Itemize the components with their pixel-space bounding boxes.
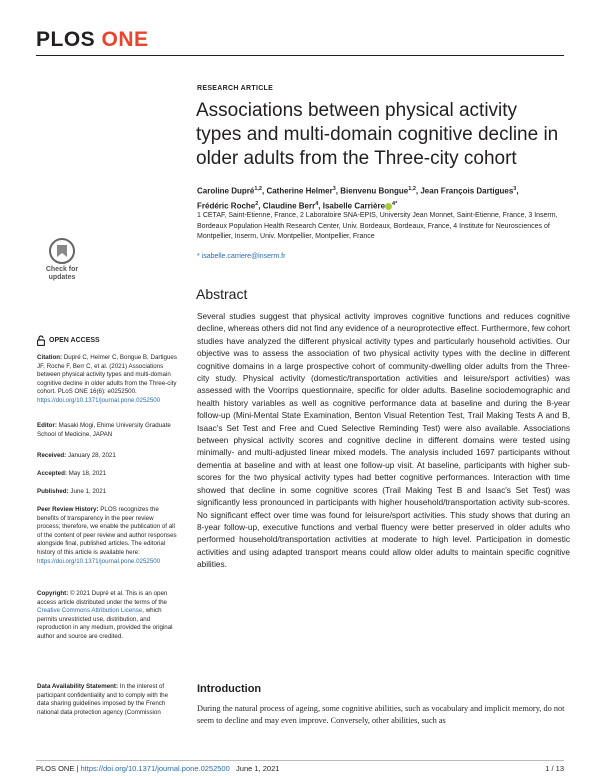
badge-line2: updates bbox=[48, 274, 76, 281]
author-affil: 4 bbox=[315, 200, 319, 207]
received-block bbox=[37, 452, 177, 461]
author-name[interactable]: Bienvenu Bongue bbox=[340, 186, 409, 196]
citation-block bbox=[37, 354, 177, 406]
editor-label: Editor: bbox=[37, 422, 57, 429]
author-name[interactable]: Frédéric Roche bbox=[197, 201, 256, 211]
accepted-date: May 18, 2021 bbox=[68, 470, 107, 477]
copyright-text: © 2021 Dupré et al. This is an open access article distributed under the terms of the bbox=[37, 590, 168, 606]
peer-review-label: Peer Review History: bbox=[37, 506, 99, 513]
received-label: Received: bbox=[37, 452, 67, 459]
article-title: Associations between physical activity types and multi-domain cognitive decline in older adults from the Three-city cohort bbox=[196, 100, 559, 169]
published-block bbox=[37, 488, 177, 497]
page-number: 1 / 13 bbox=[545, 764, 564, 773]
published-date: June 1, 2021 bbox=[70, 488, 107, 495]
footer-date: June 1, 2021 bbox=[236, 764, 280, 773]
author-name[interactable]: Caroline Dupré bbox=[197, 186, 255, 196]
intro-text: During the natural process of ageing, some cognitive abilities, such as vocabulary and implicit memory, do not seem to decline and may even improve. Conversely, other abilities, such as bbox=[197, 704, 565, 726]
affiliations: 1 CETAF, Saint-Etienne, France, 2 Laboratoire SNA-EPIS, University Jean Monnet, Saint-Etienne, France, 3 Inserm, Bordeaux Population Health Research Center, Univ. Bordeaux, Bordeaux, France, 4 Institute for Neurosciences of Montpellier, Inserm, Univ. Montpellier, Montpellier, France bbox=[197, 212, 558, 240]
copyright-rest: , which permits unrestricted use, distribution, and reproduction in any medium, provided the original author and source are credited. bbox=[37, 607, 173, 640]
citation-doi-link[interactable]: https://doi.org/10.1371/journal.pone.0252500 bbox=[37, 396, 161, 404]
logo-one: ONE bbox=[101, 28, 149, 51]
author-affil: 3 bbox=[513, 186, 517, 192]
author-name[interactable]: Jean François Dartigues bbox=[420, 186, 514, 196]
peer-review-text: PLOS recognizes the benefits of transparency in the peer review process; therefore, we enable the publication of all of the content of peer review and author responses alongside final, published articles. The editorial history of this article is available here: bbox=[37, 506, 177, 556]
journal-logo bbox=[36, 28, 149, 52]
published-label: Published: bbox=[37, 488, 69, 495]
footer-separator: | bbox=[74, 764, 81, 773]
data-availability-label: Data Availability Statement: bbox=[37, 683, 119, 690]
accepted-label: Accepted: bbox=[37, 470, 67, 477]
author-affil: 4* bbox=[392, 200, 398, 207]
abstract-text: Several studies suggest that physical activity improves cognitive functions and reduces cognitive decline, whereas others did not find any evidence of a neuroprotective effect. Furthermore, few cohort studies have analyzed the different physical activity types and particularly household activities. Our objective was to assess the association of two physical activity types with the decline in different cognitive domains in a large prospective cohort of community-dwelling older adults from the Three-city study. Physical activity (domestic/transportation activities and leisure/sport activities) was assessed with the Voorrips questionnaire, specific for older adults. Baseline sociodemographic and health history variables as well as cognitive performance data at baseline and during the 8-year follow-up (Mini-Mental State Examination, Benton Visual Retention Test, Trail Making Tests A and B, Isaac's Set Test and Free and Cued Selective Reminding Test) were also available. Associations between physical activity scores and cognitive decline in different domains were tested using minimally- and multi-adjusted linear mixed models. The analysis included 1697 participants without dementia at baseline and with at least one follow-up visit. At baseline, participants with higher sub-scores for the two physical activity types had better cognitive performances. Interaction with time showed that decline in some cognitive scores (Trail Making Test B and Isaac's Set Test) was significantly less pronounced in participants with higher household/transportation activity sub-scores. No significant effect over time was found for leisure/sport activities. This study shows that during an 8-year follow-up, executive functions and verbal fluency were better preserved in older adults who performed household/transportation activities at moderate to high level. Participation in domestic activities and using adapted transport means could allow older adults to maintain specific cognitive abilities. bbox=[197, 311, 570, 570]
peer-review-block bbox=[37, 506, 177, 566]
open-access-label bbox=[37, 335, 100, 346]
logo-plos: PLOS bbox=[36, 28, 96, 51]
check-for-updates-badge[interactable] bbox=[37, 236, 87, 294]
copyright-label: Copyright: bbox=[37, 590, 69, 597]
author-name[interactable]: Isabelle Carrière bbox=[322, 201, 386, 211]
received-date: January 28, 2021 bbox=[67, 452, 116, 459]
corresponding-email[interactable]: * isabelle.carriere@inserm.fr bbox=[197, 253, 286, 260]
citation-label: Citation: bbox=[37, 354, 63, 361]
abstract-heading: Abstract bbox=[196, 286, 248, 302]
author-name[interactable]: Claudine Berr bbox=[262, 201, 316, 211]
accepted-block bbox=[37, 470, 177, 479]
header-divider bbox=[36, 55, 564, 56]
editor-text: Masaki Mogi, Ehime University Graduate School of Medicine, JAPAN bbox=[37, 422, 171, 438]
intro-heading: Introduction bbox=[197, 683, 262, 695]
peer-review-link[interactable]: https://doi.org/10.1371/journal.pone.0252500 bbox=[37, 557, 161, 565]
footer-doi-link[interactable]: https://doi.org/10.1371/journal.pone.0252500 bbox=[80, 764, 230, 773]
author-affil: 1,2 bbox=[408, 186, 416, 192]
author-affil: 3 bbox=[332, 186, 336, 192]
author-list: Caroline Dupré$^{1,2}$, Catherine Helmer$^3$, Bienvenu Bongue$^{1,2}$, Jean François Dartigues$^3$, Frédéric Roche$^2$, Claudine Berr$^4$, Isabelle Carrière $^{4*}$ bbox=[197, 186, 519, 211]
orcid-icon[interactable] bbox=[385, 203, 392, 210]
author-affil: 1,2 bbox=[254, 186, 262, 192]
author-name[interactable]: Catherine Helmer bbox=[266, 186, 333, 196]
open-access-text: OPEN ACCESS bbox=[49, 337, 100, 344]
citation-text: Dupré C, Helmer C, Bongue B, Dartigues JF, Roche F, Berr C, et al. (2021) Associations between physical activity types and multi-domain cognitive decline in older adults from the Three-city cohort. PLoS ONE 16(6): e0252500. bbox=[37, 354, 177, 396]
page-footer bbox=[36, 764, 279, 773]
bookmark-icon bbox=[49, 238, 75, 264]
license-link[interactable]: Creative Commons Attribution License bbox=[37, 607, 143, 615]
editor-block bbox=[37, 422, 177, 439]
footer-journal: PLOS ONE bbox=[36, 764, 75, 773]
author-affil: 2 bbox=[255, 200, 259, 207]
badge-line1: Check for bbox=[45, 266, 79, 273]
footer-divider bbox=[36, 760, 564, 761]
data-availability-text: In the interest of participant confidentiality and to comply with the data sharing guidelines imposed by the French national data protection agency (Commission bbox=[37, 683, 169, 716]
article-type-label: RESEARCH ARTICLE bbox=[197, 85, 274, 92]
open-lock-icon bbox=[37, 335, 45, 346]
copyright-block bbox=[37, 590, 177, 642]
data-availability-block bbox=[37, 683, 177, 717]
